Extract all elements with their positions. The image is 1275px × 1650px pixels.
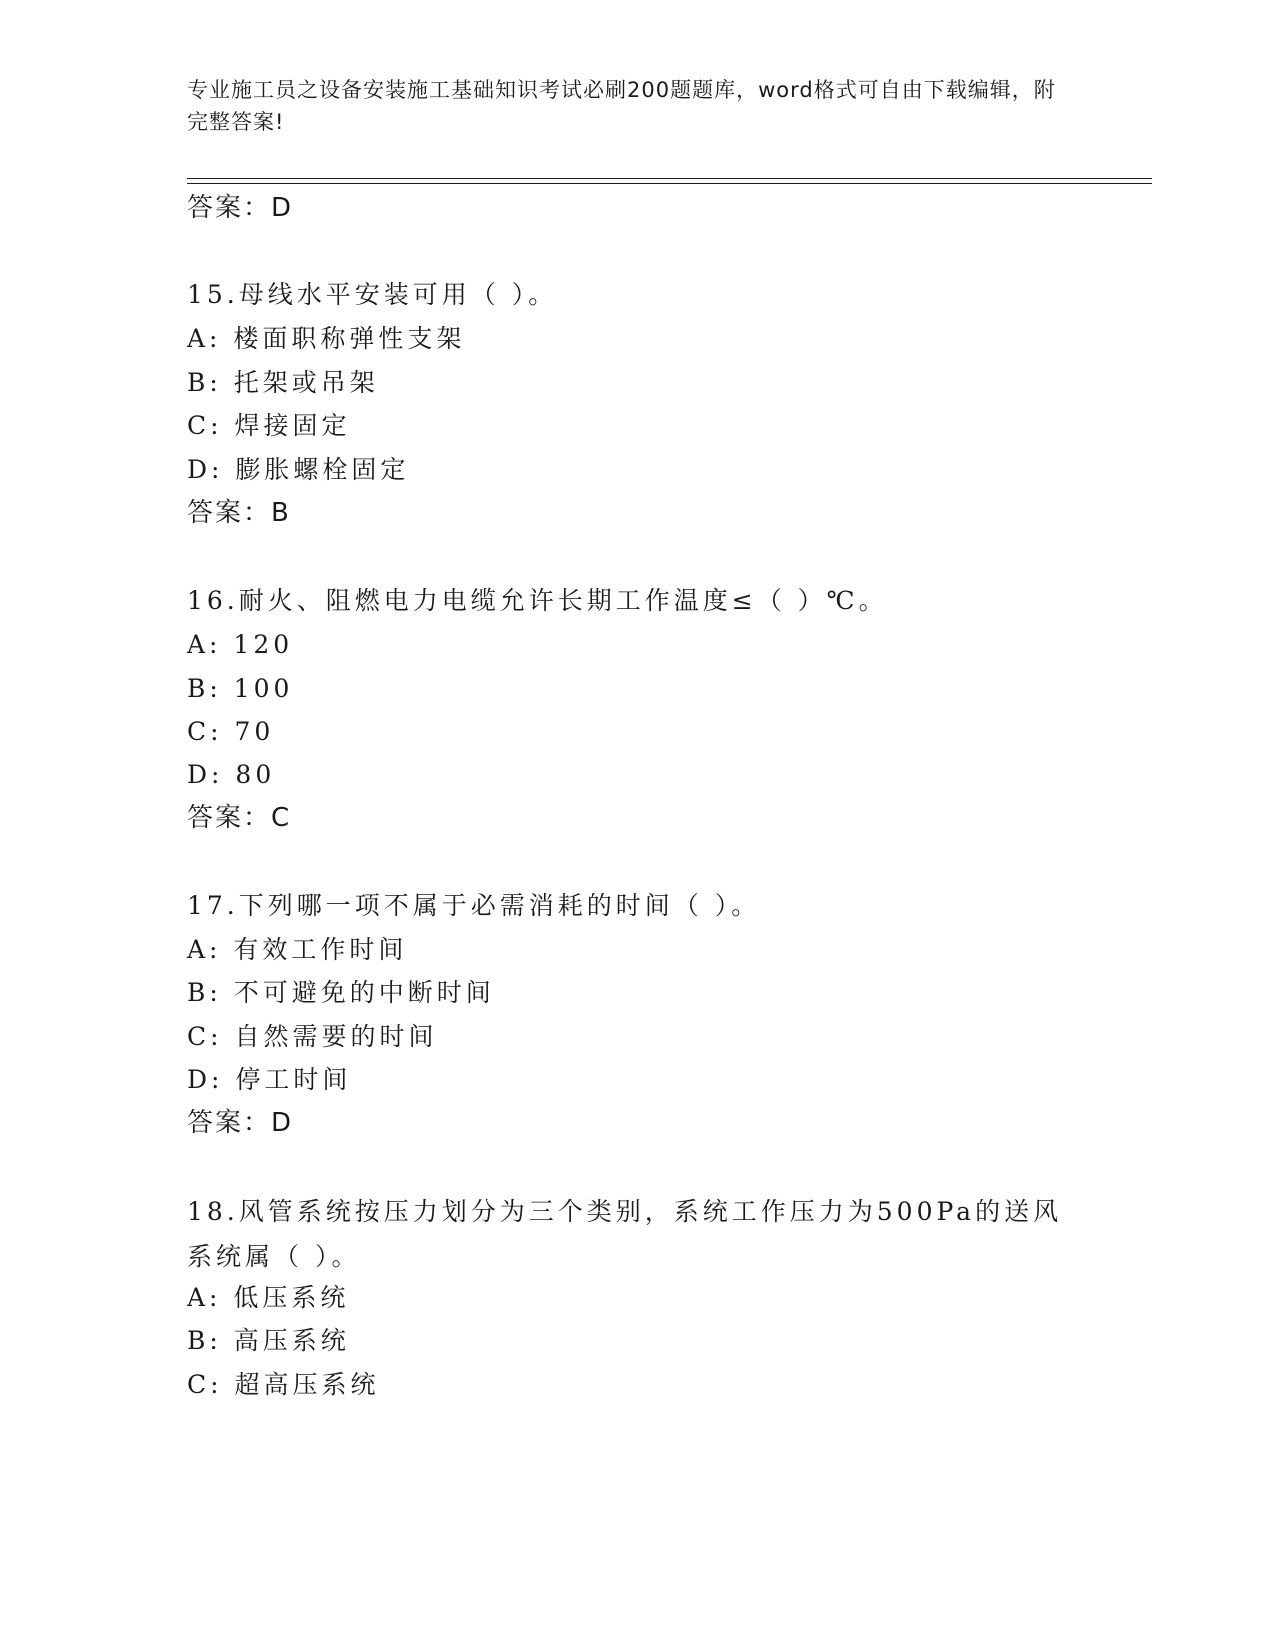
option-d: D: 膨胀螺栓固定 (187, 455, 410, 484)
option-c: C: 超高压系统 (187, 1370, 380, 1399)
option-d: D: 停工时间 (187, 1065, 352, 1094)
answer-line: 答案：D (187, 1108, 294, 1138)
option-c: C: 自然需要的时间 (187, 1022, 438, 1051)
option-d: D: 80 (187, 760, 276, 789)
option-a: A: 120 (187, 630, 294, 659)
option-b: B: 高压系统 (187, 1326, 350, 1355)
question-stem: 15.母线水平安装可用（ ）。 (187, 280, 558, 309)
option-c: C: 70 (187, 717, 275, 746)
answer-line: 答案：B (187, 498, 291, 528)
header-divider-top (187, 178, 1152, 179)
answer-line: 答案：D (187, 193, 294, 223)
option-c: C: 焊接固定 (187, 411, 351, 440)
answer-line: 答案：C (187, 803, 292, 833)
question-stem: 16.耐火、阻燃电力电缆允许长期工作温度≤（ ）℃。 (187, 586, 888, 615)
question-stem: 17.下列哪一项不属于必需消耗的时间（ ）。 (187, 891, 761, 920)
option-b: B: 不可避免的中断时间 (187, 978, 495, 1007)
option-a: A: 有效工作时间 (187, 935, 408, 964)
document-header: 专业施工员之设备安装施工基础知识考试必刷200题题库，word格式可自由下载编辑，附完整答案! (187, 78, 1056, 134)
option-a: A: 低压系统 (187, 1283, 350, 1312)
option-a: A: 楼面职称弹性支架 (187, 324, 466, 353)
option-b: B: 托架或吊架 (187, 368, 379, 397)
option-b: B: 100 (187, 674, 294, 703)
header-divider-bottom (187, 183, 1152, 184)
question-stem: 18.风管系统按压力划分为三个类别，系统工作压力为500Pa的送风系统属（ ）。 (187, 1197, 1063, 1271)
